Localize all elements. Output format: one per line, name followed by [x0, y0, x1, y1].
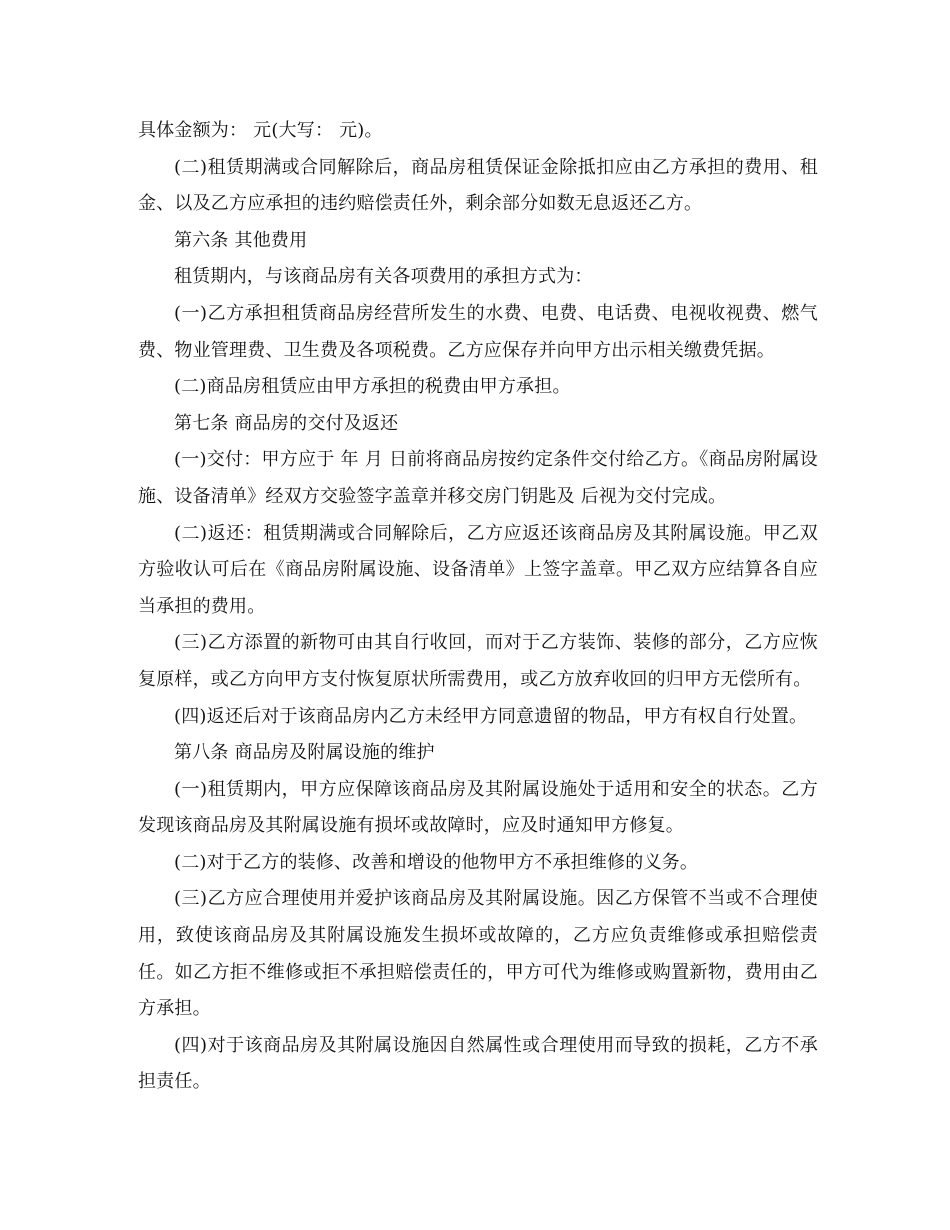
paragraph-fees-landlord: (二)商品房租赁应由甲方承担的税费由甲方承担。: [174, 376, 571, 398]
paragraph-maintenance-additions: (二)对于乙方的装修、改善和增设的他物甲方不承担维修的义务。: [174, 851, 699, 873]
paragraph-delivery: (一)交付：甲方应于 年 月 日前将商品房按约定条件交付给乙方。《商品房附属设施、设备清单》经双方交验签字盖章并移交房门钥匙及 后视为交付完成。: [138, 449, 818, 507]
paragraph-maintenance-tenant: (三)乙方应合理使用并爱护该商品房及其附属设施。因乙方保管不当或不合理使用，致使该商品房及其附属设施发生损坏或故障的，乙方应负责维修或承担赔偿责任。如乙方拒不维修或拒不承担赔偿责任的，甲方可代为维修或购置新物，费用由乙方承担。: [138, 888, 818, 1020]
paragraph-return: (二)返还：租赁期满或合同解除后，乙方应返还该商品房及其附属设施。甲乙双方验收认可后在《商品房附属设施、设备清单》上签字盖章。甲乙双方应结算各自应当承担的费用。: [138, 522, 818, 617]
paragraph-wear-and-tear: (四)对于该商品房及其附属设施因自然属性或合理使用而导致的损耗，乙方不承担责任。: [138, 1034, 818, 1093]
heading-article-7: 第七条 商品房的交付及返还: [174, 412, 399, 434]
paragraph-fees-intro: 租赁期内，与该商品房有关各项费用的承担方式为：: [174, 266, 593, 288]
paragraph-maintenance-landlord: (一)租赁期内，甲方应保障该商品房及其附属设施处于适用和安全的状态。乙方发现该商品房及其附属设施有损坏或故障时，应及时通知甲方修复。: [138, 778, 818, 837]
paragraph-fees-tenant: (一)乙方承担租赁商品房经营所发生的水费、电费、电话费、电视收视费、燃气费、物业管理费、卫生费及各项税费。乙方应保存并向甲方出示相关缴费凭据。: [138, 302, 818, 361]
paragraph-deposit-amount: 具体金额为： 元(大写： 元)。: [138, 120, 383, 141]
paragraph-fixtures: (三)乙方添置的新物可由其自行收回，而对于乙方装饰、装修的部分，乙方应恢复原样，或乙方向甲方支付恢复原状所需费用，或乙方放弃收回的归甲方无偿所有。: [138, 632, 818, 690]
heading-article-8: 第八条 商品房及附属设施的维护: [174, 742, 435, 764]
paragraph-deposit-return: (二)租赁期满或合同解除后，商品房租赁保证金除抵扣应由乙方承担的费用、租金、以及乙方应承担的违约赔偿责任外，剩余部分如数无息返还乙方。: [138, 156, 818, 215]
heading-article-6: 第六条 其他费用: [174, 229, 308, 251]
document-body: [138, 113, 818, 1101]
paragraph-left-items: (四)返还后对于该商品房内乙方未经甲方同意遗留的物品，甲方有权自行处置。: [174, 705, 808, 727]
